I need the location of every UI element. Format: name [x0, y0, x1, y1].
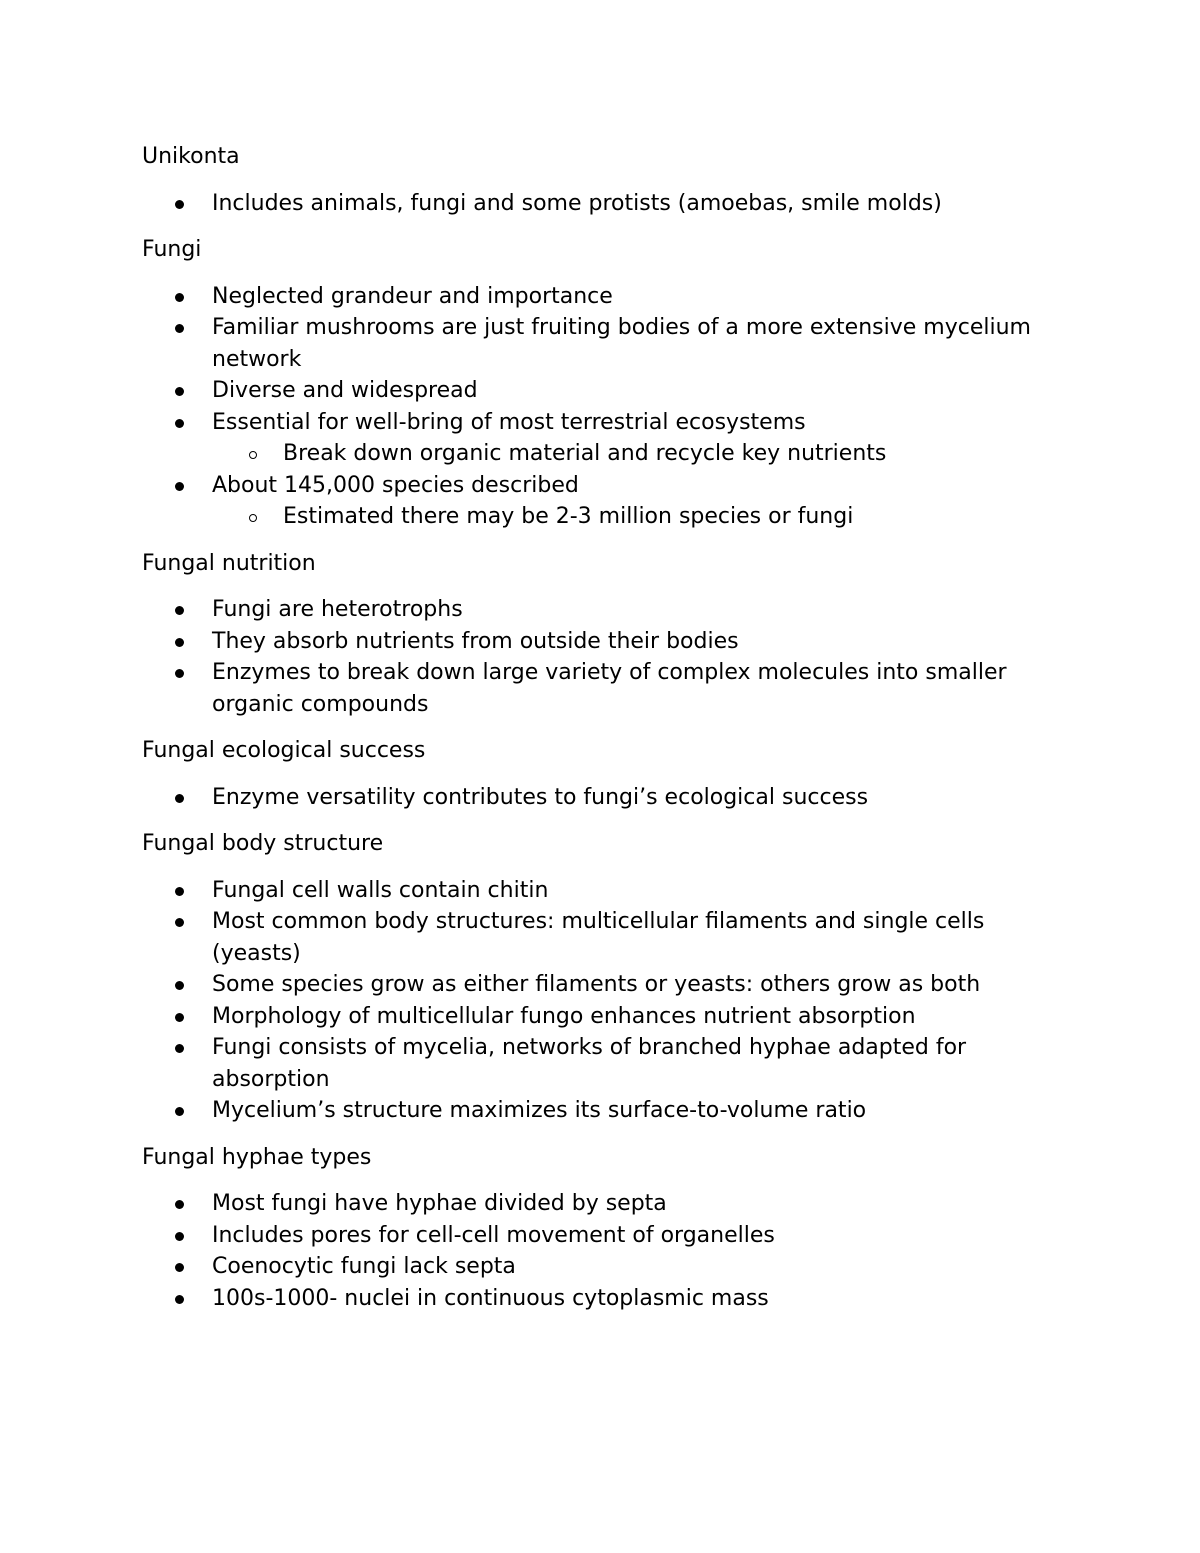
section-heading: Fungal hyphae types	[142, 1144, 372, 1170]
bullet-item	[142, 1032, 1062, 1095]
bullet-dot-icon	[175, 1107, 184, 1116]
bullet-text: 100s-1000- nuclei in continuous cytoplasmic mass	[212, 1285, 769, 1311]
bullet-list	[142, 782, 1062, 814]
bullet-item	[142, 1251, 1062, 1283]
bullet-text: Some species grow as either filaments or yeasts: others grow as both	[212, 972, 981, 997]
bullet-text: Morphology of multicellular fungo enhances nutrient absorption	[212, 1003, 916, 1029]
sub-bullet-item	[212, 501, 1062, 533]
bullet-text: Essential for well-bring of most terrestrial ecosystems	[212, 409, 806, 435]
document-body	[142, 141, 1062, 1329]
bullet-dot-icon	[175, 918, 184, 927]
bullet-item	[142, 875, 1062, 907]
bullet-list	[142, 1188, 1062, 1314]
bullet-item	[142, 470, 1062, 533]
bullet-text: Fungi consists of mycelia, networks of branched hyphae adapted for absorption	[212, 1035, 967, 1092]
bullet-item	[142, 594, 1062, 626]
bullet-dot-icon	[175, 1232, 184, 1241]
bullet-list	[142, 188, 1062, 220]
bullet-dot-icon	[175, 482, 184, 491]
bullet-text: About 145,000 species described	[212, 472, 579, 498]
bullet-dot-icon	[175, 1295, 184, 1304]
bullet-dot-icon	[175, 606, 184, 615]
bullet-item	[142, 906, 1062, 969]
hollow-circle-bullet-icon	[249, 514, 257, 522]
bullet-item	[142, 1001, 1062, 1033]
bullet-dot-icon	[175, 669, 184, 678]
bullet-item	[142, 626, 1062, 658]
bullet-text: Mycelium’s structure maximizes its surface-to-volume ratio	[212, 1098, 867, 1123]
hollow-circle-bullet-icon	[249, 451, 257, 459]
bullet-dot-icon	[175, 293, 184, 302]
bullet-dot-icon	[175, 324, 184, 333]
bullet-text: Most fungi have hyphae divided by septa	[212, 1191, 667, 1216]
bullet-dot-icon	[175, 887, 184, 896]
bullet-list	[142, 875, 1062, 1127]
bullet-item	[142, 1220, 1062, 1252]
bullet-dot-icon	[175, 1263, 184, 1272]
bullet-item	[142, 312, 1062, 375]
bullet-text: Includes animals, fungi and some protists (amoebas, smile molds)	[212, 190, 942, 216]
bullet-dot-icon	[175, 794, 184, 803]
bullet-item	[142, 281, 1062, 313]
bullet-dot-icon	[175, 1200, 184, 1209]
section-heading: Fungal ecological success	[142, 738, 426, 763]
bullet-text: Diverse and widespread	[212, 378, 478, 403]
section-heading: Unikonta	[142, 144, 240, 169]
bullet-dot-icon	[175, 200, 184, 209]
bullet-text: Fungal cell walls contain chitin	[212, 877, 549, 903]
bullet-dot-icon	[175, 1013, 184, 1022]
bullet-item	[142, 782, 1062, 814]
bullet-text: Enzymes to break down large variety of complex molecules into smaller organic compounds	[212, 660, 1007, 717]
bullet-item	[142, 407, 1062, 470]
sub-bullet-list	[212, 501, 1062, 533]
bullet-text: They absorb nutrients from outside their bodies	[212, 628, 739, 654]
sub-bullet-text: Estimated there may be 2-3 million species or fungi	[283, 504, 854, 529]
bullet-item	[142, 375, 1062, 407]
bullet-item	[142, 1095, 1062, 1127]
bullet-item	[142, 969, 1062, 1001]
section-heading: Fungal body structure	[142, 831, 384, 856]
section-heading: Fungi	[142, 237, 202, 262]
sub-bullet-list	[212, 438, 1062, 470]
bullet-text: Includes pores for cell-cell movement of organelles	[212, 1222, 775, 1248]
bullet-text: Most common body structures: multicellular filaments and single cells (yeasts)	[212, 909, 985, 966]
bullet-dot-icon	[175, 419, 184, 428]
bullet-text: Familiar mushrooms are just fruiting bodies of a more extensive mycelium network	[212, 315, 1031, 372]
bullet-list	[142, 281, 1062, 533]
bullet-item	[142, 1283, 1062, 1315]
bullet-item	[142, 657, 1062, 720]
bullet-dot-icon	[175, 638, 184, 647]
bullet-list	[142, 594, 1062, 720]
bullet-text: Enzyme versatility contributes to fungi’s ecological success	[212, 784, 869, 810]
bullet-dot-icon	[175, 1044, 184, 1053]
bullet-text: Coenocytic fungi lack septa	[212, 1254, 516, 1279]
bullet-item	[142, 1188, 1062, 1220]
sub-bullet-text: Break down organic material and recycle key nutrients	[283, 441, 887, 466]
section-heading: Fungal nutrition	[142, 550, 316, 576]
sub-bullet-item	[212, 438, 1062, 470]
bullet-text: Neglected grandeur and importance	[212, 283, 613, 309]
bullet-dot-icon	[175, 387, 184, 396]
bullet-item	[142, 188, 1062, 220]
bullet-dot-icon	[175, 981, 184, 990]
bullet-text: Fungi are heterotrophs	[212, 597, 463, 622]
